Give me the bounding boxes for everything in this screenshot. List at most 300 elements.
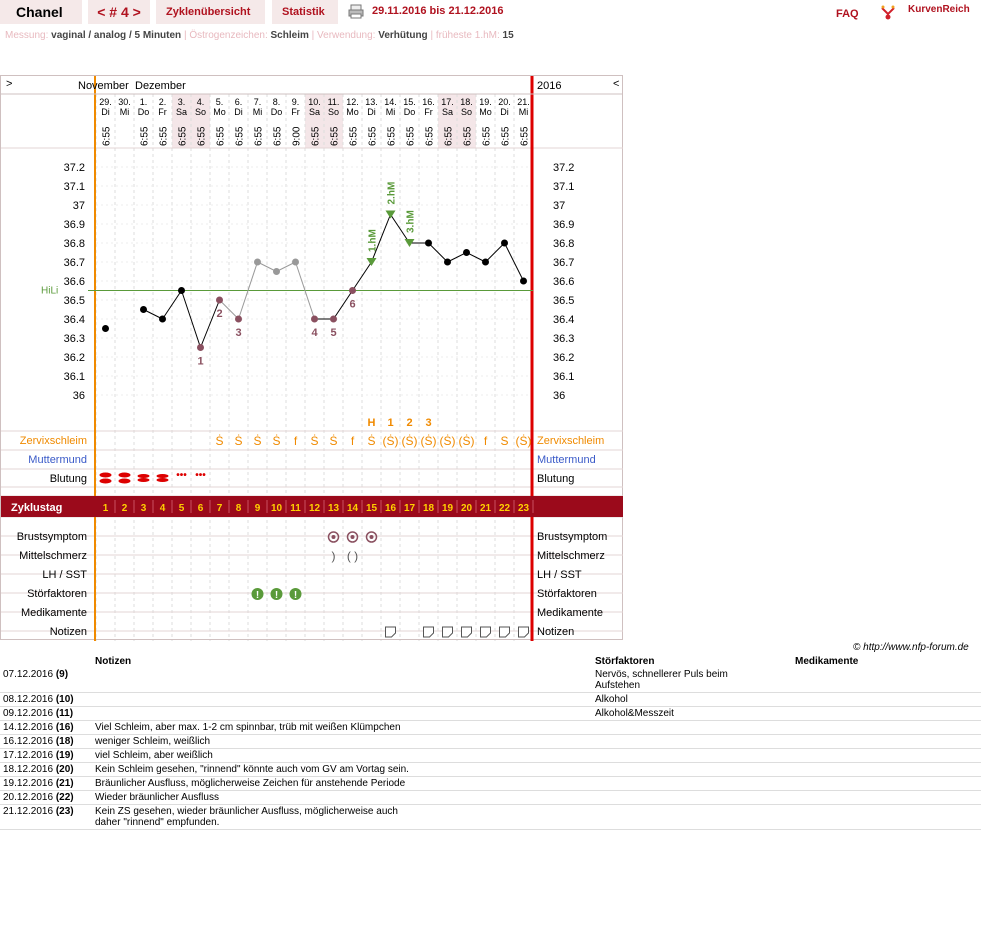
cycle-day-number: 3 [140, 503, 147, 514]
high-measurement-marker [386, 211, 396, 219]
day-date: 8. [272, 97, 281, 107]
row-label-left: Medikamente [20, 607, 87, 619]
cervical-mucus-symbol: Ṡ [253, 434, 262, 448]
day-date: 12. [346, 97, 359, 107]
note-text [92, 707, 592, 721]
bleeding-medium-icon [157, 474, 169, 478]
row-label-left: Muttermund [28, 454, 87, 466]
note-medication [792, 805, 981, 830]
temp-tick-right: 37.2 [553, 162, 575, 174]
measure-time: 6:55 [329, 126, 341, 146]
day-date: 4. [196, 97, 205, 107]
info-value-earliest-hm: 15 [502, 30, 514, 41]
measure-time: 6:55 [177, 126, 189, 146]
note-cycle-day: (21) [55, 778, 74, 789]
temperature-point [197, 344, 204, 351]
low-label: 3 [235, 327, 242, 339]
measure-time: 6:55 [139, 126, 151, 146]
mittelschmerz-icon: ( ) [346, 549, 359, 563]
peak-label: H [367, 417, 376, 429]
cycle-day-number: 14 [346, 503, 359, 514]
day-weekday: Do [137, 107, 150, 117]
note-cycle-day: (23) [55, 806, 74, 817]
temperature-point [330, 316, 337, 323]
peak-label: 2 [406, 417, 413, 429]
disturbance-icon-mark: ! [274, 590, 279, 601]
cycle-day-number: 7 [216, 503, 223, 514]
note-date: 16.12.2016 (18) [0, 735, 92, 749]
temp-tick-left: 37.2 [63, 162, 85, 174]
cycle-day-label: Zyklustag [11, 502, 63, 514]
notes-row [0, 668, 981, 693]
measure-time: 6:55 [101, 126, 113, 146]
low-label: 4 [311, 327, 318, 339]
logo-text: KurvenReich [908, 4, 970, 15]
chart-canvas [1, 76, 623, 641]
note-text: Kein Schleim gesehen, "rinnend" könnte auch vom GV am Vortag sein. [92, 763, 592, 777]
measure-time: 6:55 [310, 126, 322, 146]
note-date: 18.12.2016 (20) [0, 763, 92, 777]
bleeding-light-icon: ••• [195, 470, 206, 481]
note-date: 17.12.2016 (19) [0, 749, 92, 763]
temperature-point [102, 325, 109, 332]
row-label-left: Blutung [49, 473, 87, 485]
day-date: 19. [479, 97, 492, 107]
cervical-mucus-symbol: Ṡ [272, 434, 281, 448]
temp-tick-left: 36.9 [63, 219, 85, 231]
temp-tick-right: 36.6 [553, 276, 575, 288]
row-label-left: Brustsymptom [16, 531, 87, 543]
day-weekday: So [194, 107, 207, 117]
measure-time: 6:55 [481, 126, 493, 146]
measure-time: 9:00 [291, 126, 303, 146]
note-text: Bräunlicher Ausfluss, möglicherweise Zeichen für anstehende Periode [92, 777, 592, 791]
row-label-left: LH / SST [42, 569, 87, 581]
temperature-point [292, 259, 299, 266]
temp-tick-right: 36 [553, 390, 566, 402]
cycle-chart [0, 75, 623, 640]
info-key-measurement: Messung: [5, 30, 49, 41]
cervical-mucus-symbol: S [500, 434, 509, 448]
temperature-point [311, 316, 318, 323]
note-disturbance [592, 735, 792, 749]
cervical-mucus-symbol: (Ṡ) [515, 434, 532, 448]
measurement-info: Messung: vaginal / analog / 5 Minuten | Östrogenzeichen: Schleim | Verwendung: Verhütung | früheste 1.hM: 15 [5, 30, 514, 41]
cycle-day-number: 12 [308, 503, 321, 514]
note-cycle-day: (11) [55, 708, 74, 719]
measure-time: 6:55 [519, 126, 531, 146]
info-value-usage: Verhütung [378, 30, 428, 41]
day-weekday: Di [234, 107, 243, 117]
cycle-day-number: 11 [290, 503, 301, 514]
cervical-mucus-symbol: Ṡ [310, 434, 319, 448]
month-label-november: November [78, 80, 129, 92]
note-medication [792, 721, 981, 735]
notes-row [0, 805, 981, 830]
note-disturbance [592, 805, 792, 830]
measure-time: 6:55 [215, 126, 227, 146]
temperature-point [178, 287, 185, 294]
measure-time: 6:55 [386, 126, 398, 146]
temperature-point [482, 259, 489, 266]
note-text: Viel Schleim, aber max. 1-2 cm spinnbar, trüb mit weißen Klümpchen [92, 721, 592, 735]
day-date: 14. [384, 97, 397, 107]
cervical-mucus-symbol: f [293, 434, 298, 448]
temp-tick-right: 37.1 [553, 181, 575, 193]
date-range: 29.11.2016 bis 21.12.2016 [372, 5, 504, 17]
note-date: 08.12.2016 (10) [0, 693, 92, 707]
day-date: 3. [177, 97, 186, 107]
note-text [92, 668, 592, 693]
note-disturbance [592, 721, 792, 735]
temp-tick-left: 37 [72, 200, 85, 212]
note-medication [792, 735, 981, 749]
note-date: 07.12.2016 (9) [0, 668, 92, 693]
cycle-day-number: 15 [365, 503, 378, 514]
row-label-right: Mittelschmerz [537, 550, 605, 562]
row-label-right: LH / SST [537, 569, 582, 581]
nav-right-icon: < [613, 78, 620, 90]
cervical-mucus-symbol: (Ṡ) [458, 434, 475, 448]
note-text: weniger Schleim, weißlich [92, 735, 592, 749]
note-disturbance [592, 777, 792, 791]
note-date: 14.12.2016 (16) [0, 721, 92, 735]
info-key-earliest-hm: früheste 1.hM: [435, 30, 500, 41]
note-medication [792, 777, 981, 791]
measure-time: 6:55 [158, 126, 170, 146]
hili-label: HiLi [41, 285, 59, 297]
cycle-day-number: 2 [121, 503, 128, 514]
note-cycle-day: (18) [55, 736, 74, 747]
note-icon [481, 627, 491, 637]
bleeding-medium-icon [138, 474, 150, 478]
day-date: 5. [215, 97, 224, 107]
cycle-day-number: 8 [235, 503, 242, 514]
row-label-right: Störfaktoren [537, 588, 597, 600]
day-weekday: Fr [291, 107, 300, 117]
notes-row [0, 763, 981, 777]
cycle-day-number: 10 [270, 503, 283, 514]
note-medication [792, 749, 981, 763]
bleeding-medium-icon [138, 478, 150, 482]
cervical-mucus-symbol: Ṡ [329, 434, 338, 448]
notes-row [0, 735, 981, 749]
temp-tick-right: 36.4 [553, 314, 575, 326]
measure-time: 6:55 [196, 126, 208, 146]
low-label: 1 [197, 355, 204, 368]
note-disturbance: Alkohol&Messzeit [592, 707, 792, 721]
disturbance-icon-mark: ! [255, 590, 260, 601]
temperature-point [349, 287, 356, 294]
bleeding-heavy-icon [119, 479, 131, 484]
high-label: 1.hM [367, 229, 379, 252]
disturbance-header: Störfaktoren [595, 655, 655, 667]
temp-tick-right: 36.9 [553, 219, 575, 231]
low-label: 6 [349, 298, 356, 311]
temp-tick-right: 36.5 [553, 295, 575, 307]
note-icon [462, 627, 472, 637]
notes-header-row [0, 654, 981, 668]
note-cycle-day: (20) [55, 764, 74, 775]
peak-label: 3 [425, 417, 432, 429]
notes-row [0, 791, 981, 805]
temperature-point [273, 268, 280, 275]
notes-table [0, 654, 981, 830]
day-date: 17. [441, 97, 454, 107]
measure-time: 6:55 [367, 126, 379, 146]
day-weekday: Mi [385, 107, 396, 117]
cycle-day-number: 5 [178, 503, 185, 514]
temp-tick-left: 36.2 [63, 352, 85, 364]
tab-statistics[interactable]: Statistik [272, 0, 338, 24]
mittelschmerz-icon: ) [331, 549, 336, 563]
note-cycle-day: (22) [55, 792, 74, 803]
temperature-point [159, 316, 166, 323]
notes-row [0, 721, 981, 735]
top-bar [0, 0, 981, 26]
cycle-day-number: 13 [327, 503, 340, 514]
bleeding-heavy-icon [100, 473, 112, 478]
day-weekday: Mi [252, 107, 263, 117]
info-value-estrogen: Schleim [270, 30, 309, 41]
measure-time: 6:55 [405, 126, 417, 146]
day-weekday: Do [403, 107, 416, 117]
month-label-december: Dezember [135, 80, 186, 92]
day-weekday: So [460, 107, 473, 117]
note-medication [792, 693, 981, 707]
peak-label: 1 [387, 417, 394, 429]
low-label: 5 [330, 327, 337, 339]
cycle-day-number: 4 [159, 503, 166, 514]
cycle-day-number: 18 [422, 503, 435, 514]
day-date: 15. [403, 97, 416, 107]
cervical-mucus-symbol: (Ṡ) [401, 434, 418, 448]
bleeding-heavy-icon [119, 473, 131, 478]
temperature-point [463, 249, 470, 256]
low-label: 2 [216, 308, 223, 320]
measure-time: 6:55 [272, 126, 284, 146]
day-weekday: Mo [346, 107, 359, 117]
temp-tick-right: 36.3 [553, 333, 575, 345]
temperature-point [254, 259, 261, 266]
day-date: 2. [158, 97, 167, 107]
note-text [92, 693, 592, 707]
notes-row [0, 749, 981, 763]
note-cycle-day: (16) [55, 722, 74, 733]
day-date: 18. [460, 97, 473, 107]
temp-tick-left: 36.4 [63, 314, 85, 326]
notes-row [0, 777, 981, 791]
temp-tick-left: 36 [72, 390, 85, 402]
temp-tick-right: 37 [553, 200, 566, 212]
day-date: 13. [365, 97, 378, 107]
breast-symptom-icon [351, 535, 355, 539]
bleeding-heavy-icon [100, 479, 112, 484]
day-date: 20. [498, 97, 511, 107]
day-weekday: Sa [441, 107, 454, 117]
temp-tick-left: 36.3 [63, 333, 85, 345]
day-weekday: Di [101, 107, 110, 117]
note-cycle-day: (9) [55, 669, 69, 680]
note-disturbance: Nervös, schnellerer Puls beim Aufstehen [592, 668, 792, 693]
measure-time: 6:55 [500, 126, 512, 146]
tab-cycle-overview[interactable]: Zyklenübersicht [156, 0, 265, 24]
temp-tick-right: 36.2 [553, 352, 575, 364]
day-date: 30. [118, 97, 131, 107]
nav-left-icon: > [6, 78, 13, 90]
note-date: 20.12.2016 (22) [0, 791, 92, 805]
note-date: 21.12.2016 (23) [0, 805, 92, 830]
high-measurement-marker [367, 258, 377, 266]
day-date: 16. [422, 97, 435, 107]
note-disturbance [592, 749, 792, 763]
row-label-right: Notizen [537, 626, 575, 638]
cycle-day-number: 21 [479, 503, 492, 514]
temp-tick-left: 36.1 [63, 371, 85, 383]
cycle-day-number: 9 [254, 503, 261, 514]
temperature-point [520, 278, 527, 285]
temp-tick-right: 36.1 [553, 371, 575, 383]
note-medication [792, 791, 981, 805]
faq-link[interactable]: FAQ [836, 8, 859, 20]
note-text: Kein ZS gesehen, wieder bräunlicher Ausfluss, möglicherweise auch daher "rinnend" empfunden. [92, 805, 592, 830]
day-date: 1. [139, 97, 148, 107]
cervical-mucus-symbol: f [350, 434, 355, 448]
breast-symptom-icon [370, 535, 374, 539]
row-label-left: Störfaktoren [27, 588, 87, 600]
measure-time: 6:55 [424, 126, 436, 146]
note-date: 09.12.2016 (11) [0, 707, 92, 721]
user-name: Chanel [0, 0, 82, 24]
measure-time: 6:55 [234, 126, 246, 146]
temperature-point [140, 306, 147, 313]
temp-tick-right: 36.8 [553, 238, 575, 250]
row-label-right: Blutung [537, 473, 575, 485]
day-weekday: Mi [119, 107, 130, 117]
temperature-point [235, 316, 242, 323]
cycle-day-number: 22 [498, 503, 511, 514]
day-date: 21. [517, 97, 530, 107]
cycle-day-number: 23 [517, 503, 530, 514]
note-text: Wieder bräunlicher Ausfluss [92, 791, 592, 805]
note-medication [792, 763, 981, 777]
temperature-point [216, 297, 223, 304]
cycle-day-number: 6 [197, 503, 204, 514]
info-key-usage: Verwendung: [317, 30, 376, 41]
temp-tick-left: 36.5 [63, 295, 85, 307]
measure-time: 6:55 [348, 126, 360, 146]
day-weekday: Mo [213, 107, 226, 117]
cervical-mucus-symbol: (Ṡ) [382, 434, 399, 448]
note-text: viel Schleim, aber weißlich [92, 749, 592, 763]
note-icon [443, 627, 453, 637]
cervical-mucus-symbol: Ṡ [215, 434, 224, 448]
cycle-navigation[interactable]: < # 4 > [88, 0, 150, 24]
day-weekday: Do [270, 107, 283, 117]
row-label-right: Brustsymptom [537, 531, 608, 543]
note-disturbance [592, 763, 792, 777]
row-label-right: Zervixschleim [537, 435, 605, 447]
medication-header: Medikamente [795, 655, 859, 667]
notes-row [0, 707, 981, 721]
note-icon [500, 627, 510, 637]
day-weekday: So [327, 107, 340, 117]
day-date: 9. [291, 97, 300, 107]
day-date: 7. [253, 97, 262, 107]
day-weekday: Mi [518, 107, 529, 117]
cycle-day-number: 19 [441, 503, 454, 514]
note-icon [519, 627, 529, 637]
measure-time: 6:55 [462, 126, 474, 146]
note-medication [792, 668, 981, 693]
row-label-right: Muttermund [537, 454, 596, 466]
row-label-left: Zervixschleim [19, 435, 87, 447]
day-date: 10. [308, 97, 321, 107]
day-weekday: Fr [424, 107, 433, 117]
notes-header: Notizen [95, 655, 132, 667]
cycle-day-number: 20 [460, 503, 473, 514]
day-weekday: Di [367, 107, 376, 117]
year-label: 2016 [537, 80, 562, 92]
row-label-left: Notizen [49, 626, 87, 638]
measure-time: 6:55 [253, 126, 265, 146]
cervical-mucus-symbol: Ṡ [234, 434, 243, 448]
temp-tick-right: 36.7 [553, 257, 575, 269]
cycle-day-number: 17 [403, 503, 416, 514]
cervical-mucus-symbol: f [483, 434, 488, 448]
high-label: 2.hM [386, 181, 398, 205]
temp-tick-left: 36.6 [63, 276, 85, 288]
disturbance-icon-mark: ! [293, 590, 298, 601]
temperature-point [425, 240, 432, 247]
note-medication [792, 707, 981, 721]
notes-row [0, 693, 981, 707]
temp-tick-left: 36.7 [63, 257, 85, 269]
temperature-point [444, 259, 451, 266]
temp-tick-left: 37.1 [63, 181, 85, 193]
temp-tick-left: 36.8 [63, 238, 85, 250]
cervical-mucus-symbol: (Ṡ) [420, 434, 437, 448]
note-disturbance [592, 791, 792, 805]
breast-symptom-icon [332, 535, 336, 539]
cervical-mucus-symbol: Ṡ [367, 434, 376, 448]
cervical-mucus-symbol: (Ṡ) [439, 434, 456, 448]
note-icon [386, 627, 396, 637]
day-weekday: Sa [175, 107, 188, 117]
note-disturbance: Alkohol [592, 693, 792, 707]
day-date: 11. [327, 97, 340, 107]
note-cycle-day: (19) [55, 750, 74, 761]
day-weekday: Di [500, 107, 509, 117]
bleeding-light-icon: ••• [176, 470, 187, 481]
row-label-left: Mittelschmerz [19, 550, 87, 562]
day-weekday: Mo [479, 107, 492, 117]
bleeding-medium-icon [157, 478, 169, 482]
note-icon [424, 627, 434, 637]
day-weekday: Sa [308, 107, 321, 117]
measure-time: 6:55 [443, 126, 455, 146]
copyright-credit: © http://www.nfp-forum.de [853, 642, 969, 653]
temperature-point [501, 240, 508, 247]
cycle-day-number: 16 [384, 503, 397, 514]
day-date: 6. [234, 97, 243, 107]
high-label: 3.hM [405, 210, 417, 233]
printer-icon[interactable] [348, 4, 364, 19]
note-cycle-day: (10) [55, 694, 74, 705]
info-key-estrogen: Östrogenzeichen: [189, 30, 268, 41]
note-date: 19.12.2016 (21) [0, 777, 92, 791]
day-date: 29. [99, 97, 112, 107]
